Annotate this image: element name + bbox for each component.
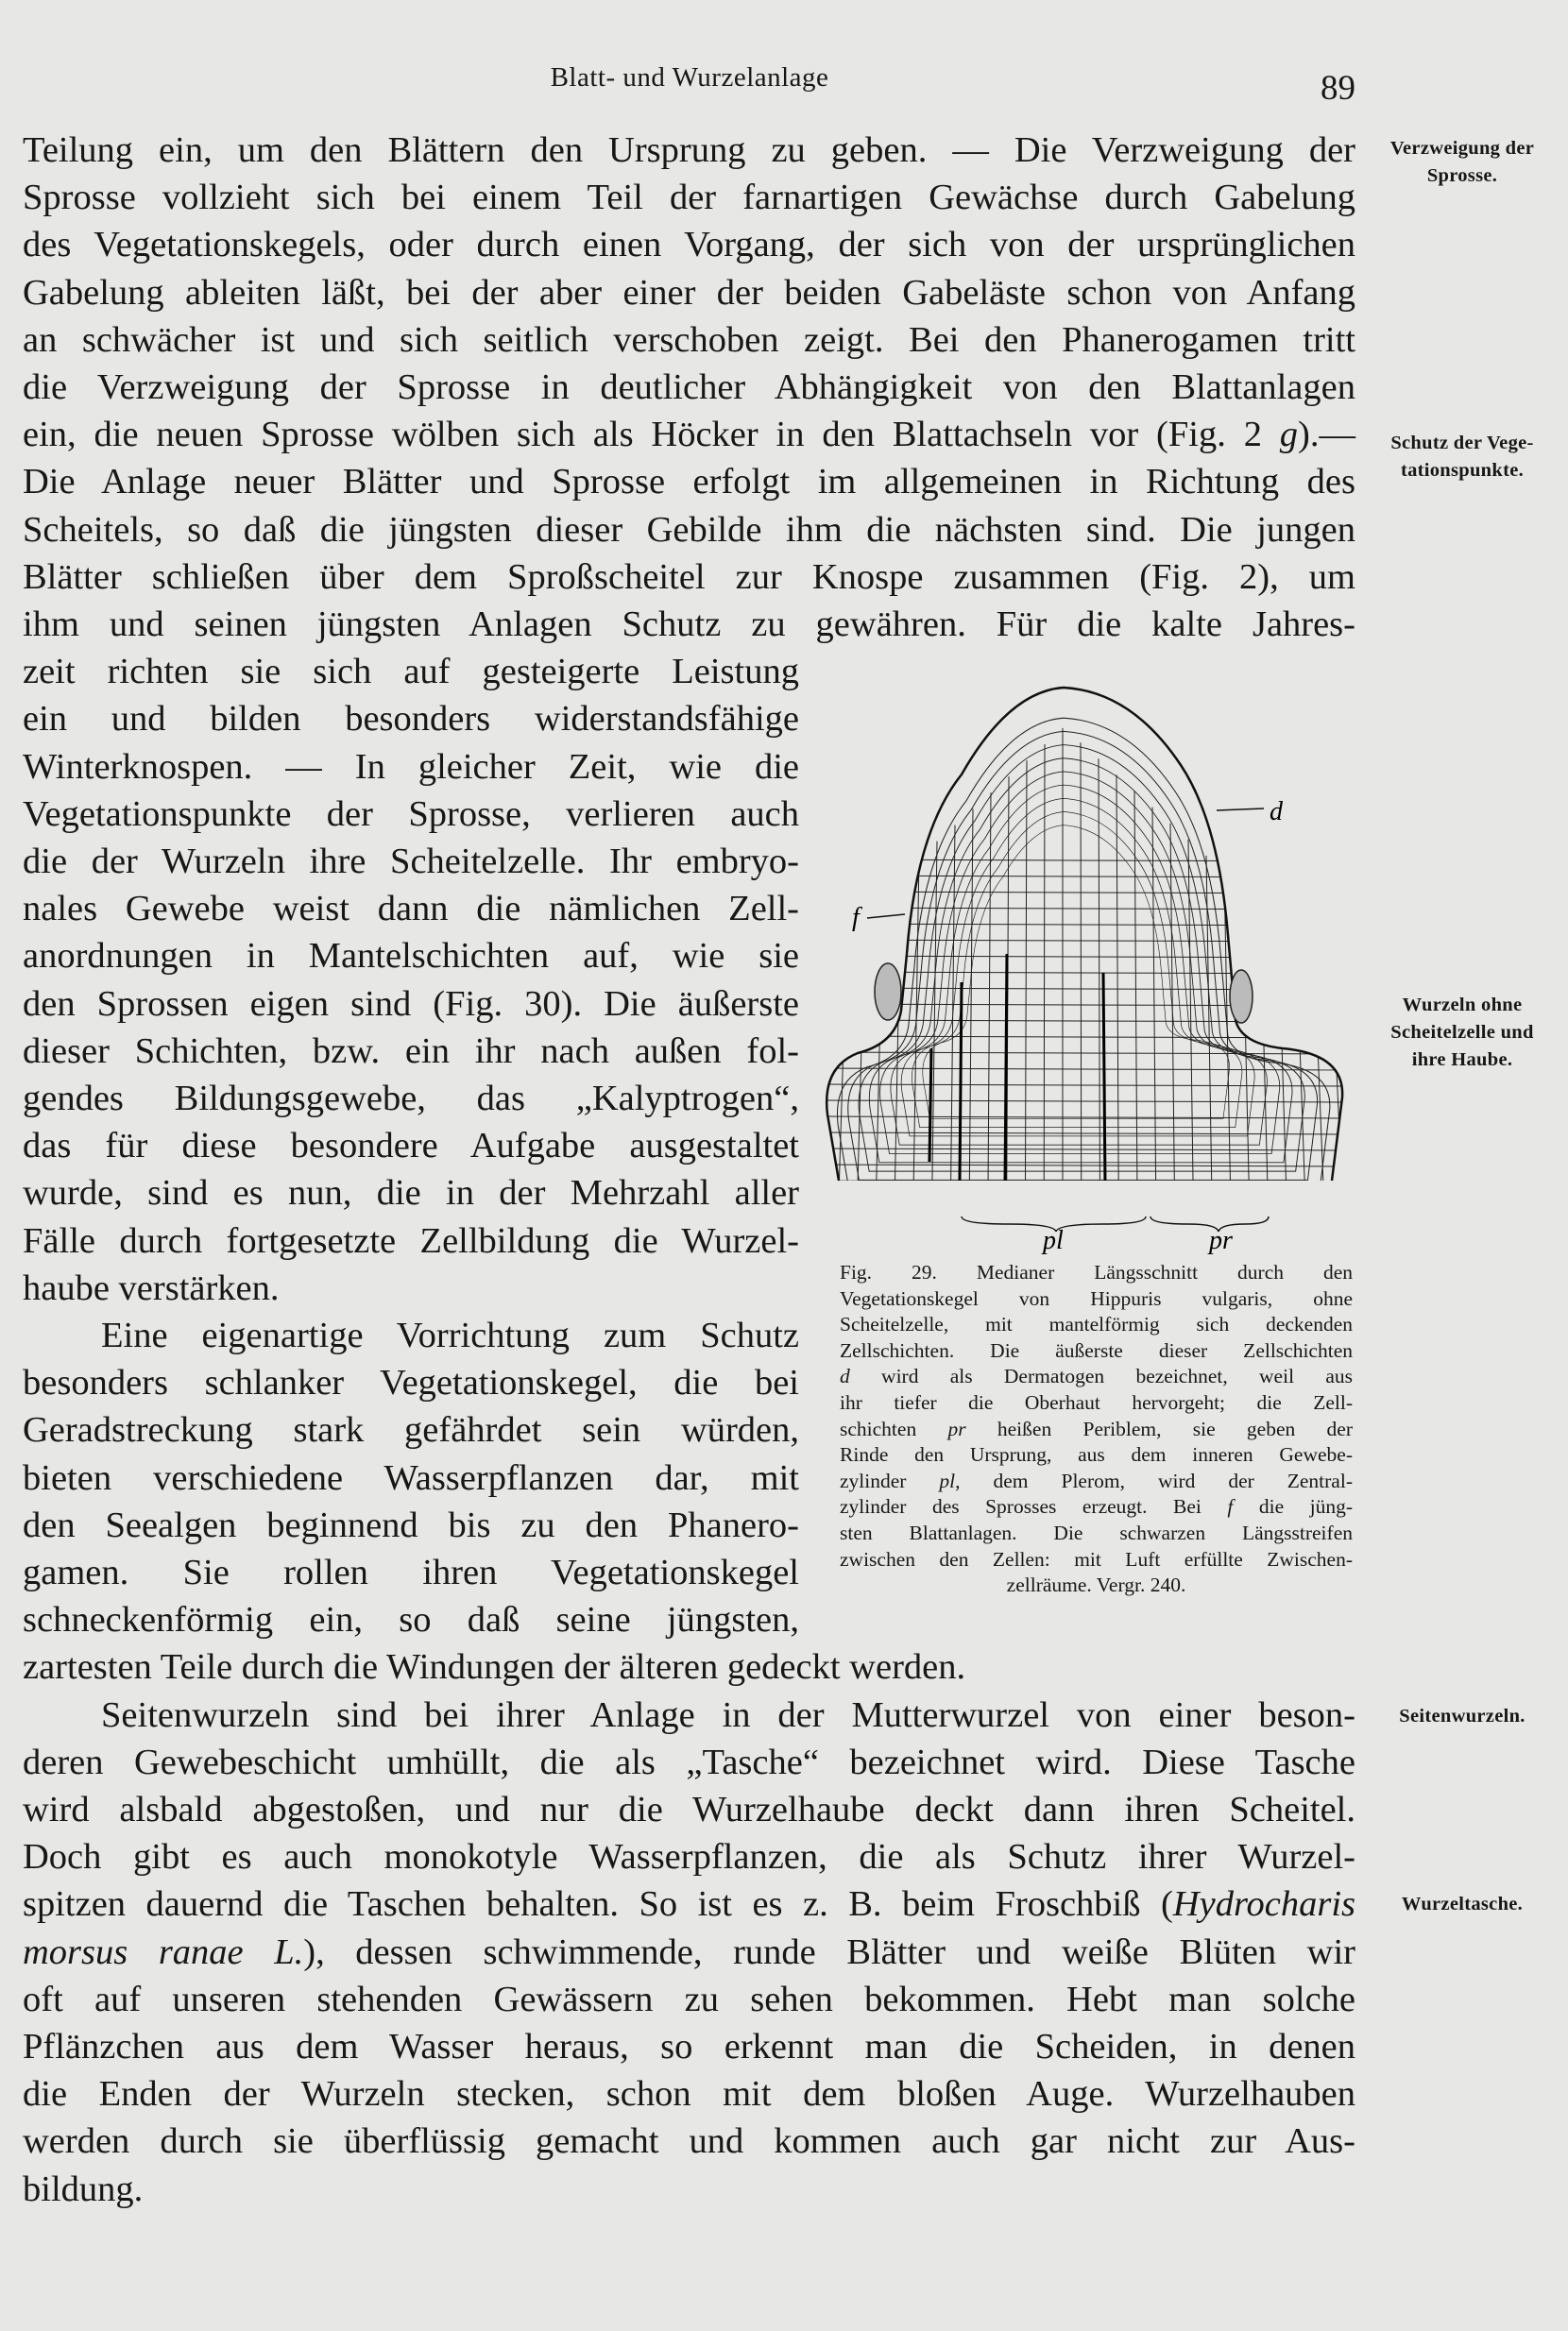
cell-wall (820, 956, 1358, 958)
text-line: dieser Schichten, bzw. ein ihr nach außen fol- (23, 1030, 799, 1071)
text-line: Sprosse vollzieht sich bei einem Teil der farnartigen Gewächse durch Gabelung (23, 178, 1355, 218)
text-line: Teilung ein, um den Blättern den Ursprung zu geben. — Die Verzweigung der (23, 130, 1355, 170)
text-line: Seitenwurzeln sind bei ihrer Anlage in der Mutterwurzel von einer beson- (101, 1694, 1355, 1735)
cell-wall (820, 1116, 1358, 1118)
text-line: wird alsbald abgestoßen, und nur die Wurzelhaube deckt dann ihren Scheitel. (23, 1790, 1355, 1829)
cell-wall (820, 1084, 1358, 1086)
text-line: Geradstreckung stark gefährdet sein würden, (23, 1410, 799, 1451)
text-line: gamen. Sie rollen ihren Vegetationskegel (23, 1553, 799, 1592)
caption-line: Rinde den Ursprung, aus dem inneren Gewebe- (840, 1443, 1353, 1467)
text-line: Doch gibt es auch monokotyle Wasserpflanzen, die als Schutz ihrer Wurzel- (23, 1837, 1355, 1878)
text-line: an schwächer ist und sich seitlich verschoben zeigt. Bei den Phanerogamen tritt (23, 319, 1355, 360)
cell-wall (820, 1181, 1358, 1183)
margin-note-line: tationspunkte. (1400, 460, 1525, 481)
text-line: anordnungen in Mantelschichten auf, wie sie (23, 936, 799, 977)
cell-wall (880, 772, 1280, 1154)
cell-wall (1103, 973, 1105, 1185)
text-line: ihm und seinen jüngsten Anlagen Schutz zu gewähren. Für die kalte Jahres- (23, 604, 1355, 644)
caption-line: Zellschichten. Die äußerste dieser Zellschichten (840, 1338, 1353, 1362)
cell-wall (1242, 888, 1250, 1200)
cell-wall (913, 858, 919, 1200)
cell-wall (820, 1068, 1358, 1070)
text-line: wurde, sind es nun, die in der Mehrzahl aller (23, 1173, 799, 1214)
margin-note-line: Wurzeltasche. (1401, 1894, 1524, 1914)
cell-wall (820, 908, 1358, 910)
cell-wall (1278, 920, 1287, 1200)
caption-line: zylinder des Sprosses erzeugt. Bei f die jüng- (840, 1495, 1353, 1519)
text-line: zartesten Teile durch die Windungen der älteren gedeckt werden. (23, 1647, 966, 1688)
text-line: die Verzweigung der Sprosse in deutlicher Abhängigkeit von den Blattanlagen (23, 367, 1355, 407)
text-line: besonders schlanker Vegetationskegel, die bei (23, 1363, 799, 1404)
text-line: die der Wurzeln ihre Scheitelzelle. Ihr embryo- (23, 842, 799, 881)
page-number: 89 (1321, 69, 1355, 108)
cell-wall (929, 1048, 931, 1162)
margin-note-line: Wurzeln ohne (1402, 995, 1523, 1015)
cell-wall (820, 1148, 1358, 1150)
leader-line-f (867, 914, 905, 918)
text-line: bieten verschiedene Wasserpflanzen dar, mit (23, 1457, 799, 1498)
text-line: des Vegetationskegels, oder durch einen Vorgang, der sich von der ursprünglichen (23, 225, 1355, 265)
text-line: Die Anlage neuer Blätter und Sprosse erfolgt im allgemeinen in Richtung des (23, 462, 1355, 502)
text-line: ein, die neuen Sprosse wölben sich als Höcker in den Blattachseln vor (Fig. 2 g).— (23, 415, 1355, 455)
caption-line: sten Blattanlagen. Die schwarzen Längsstreifen (840, 1522, 1353, 1544)
cell-wall (820, 1165, 1358, 1166)
margin-note (1356, 1891, 1568, 1918)
cell-wall (1134, 791, 1137, 1200)
text-line: Fälle durch fortgesetzte Zellbildung die Wurzel- (23, 1220, 799, 1261)
cell-wall (820, 938, 829, 1200)
cell-wall (988, 792, 991, 1200)
text-line: Winterknospen. — In gleicher Zeit, wie die (23, 746, 799, 787)
cell-wall (820, 1100, 1358, 1102)
cell-wall (820, 1036, 1358, 1038)
text-line: nales Gewebe weist dann die nämlichen Zell- (23, 889, 799, 929)
cell-wall (891, 785, 1268, 1145)
text-line: Gabelung ableiten läßt, bei der aber einer der beiden Gabeläste schon von Anfang (23, 272, 1355, 313)
margin-note (1356, 135, 1568, 190)
caption-line: Fig. 29. Medianer Längsschnitt durch den (840, 1261, 1353, 1284)
caption-line: ihr tiefer die Oberhaut hervorgeht; die Zell- (840, 1391, 1353, 1414)
italic-text: d (840, 1365, 850, 1388)
cell-wall (820, 1132, 1358, 1134)
cell-wall (820, 1197, 1358, 1199)
text-line: den Seealgen beginnend bis zu den Phanero- (23, 1505, 799, 1545)
margin-note (1356, 430, 1568, 485)
caption-line: zwischen den Zellen: mit Luft erfüllte Zwischen- (840, 1547, 1353, 1571)
margin-note-line: Scheitelzelle und (1390, 1022, 1534, 1043)
caption-line: d wird als Dermatogen bezeichnet, weil aus (840, 1365, 1353, 1388)
caption-line: zellräume. Vergr. 240. (1006, 1574, 1186, 1597)
cell-wall (820, 1020, 1358, 1022)
cell-wall (820, 972, 1358, 974)
figure-29-illustration (820, 671, 1358, 1256)
cell-wall (1081, 742, 1082, 1200)
margin-note-line: Schutz der Vege- (1390, 433, 1534, 453)
italic-text: g (1279, 415, 1299, 455)
running-title: Blatt- und Wurzelanlage (550, 62, 829, 93)
margin-note-line: ihre Haube. (1411, 1049, 1513, 1070)
text-line: Blätter schließen über dem Sproßscheitel zur Knospe zusammen (Fig. 2), um (23, 556, 1355, 597)
cell-wall (820, 876, 1358, 877)
cell-wall (820, 924, 1358, 926)
text-line: schneckenförmig ein, so daß seine jüngsten, (23, 1600, 799, 1641)
text-line: Pflänzchen aus dem Wasser heraus, so erkennt man die Scheiden, in denen (23, 2027, 1355, 2067)
italic-text: pr (947, 1417, 966, 1440)
label-d: d (1270, 797, 1283, 826)
cell-wall (1152, 808, 1156, 1200)
text-line: deren Gewebeschicht umhüllt, die als „Tasche“ bezeichnet wird. Diese Tasche (23, 1742, 1355, 1782)
margin-note (1356, 1703, 1568, 1730)
cell-wall (960, 982, 962, 1181)
italic-text: morsus ranae L. (23, 1931, 304, 1972)
italic-text: pl (939, 1469, 956, 1492)
margin-note-line: Verzweigung der (1389, 138, 1535, 159)
cell-wall (1044, 744, 1045, 1200)
cell-wall (1260, 904, 1268, 1200)
margin-note-line: Sprosse. (1426, 165, 1498, 186)
caption-line: Vegetationskegel von Hippuris vulgaris, ohne (840, 1286, 1353, 1310)
italic-text: Hydrocharis (1172, 1884, 1355, 1925)
cell-wall (820, 859, 1358, 861)
cell-wall (1206, 856, 1212, 1200)
text-line: spitzen dauernd die Taschen behalten. So ist es z. B. beim Froschbiß (Hydrocharis (23, 1884, 1355, 1925)
text-line: gendes Bildungsgewebe, das „Kalyptrogen“, (23, 1079, 799, 1118)
label-pr: pr (1209, 1226, 1233, 1255)
text-line: Eine eigenartige Vorrichtung zum Schutz (101, 1316, 799, 1355)
text-line: haube verstärken. (23, 1268, 280, 1308)
young-leaf-left (875, 963, 901, 1020)
margin-note (1356, 992, 1568, 1074)
label-f: f (852, 903, 860, 932)
caption-line: Scheitelzelle, mit mantelförmig sich deckenden (840, 1313, 1353, 1336)
cell-wall (820, 1052, 1358, 1054)
cell-wall (923, 825, 1230, 1119)
cell-wall (1188, 840, 1193, 1200)
caption-line: zylinder pl, dem Plerom, wird der Zentral- (840, 1469, 1353, 1492)
text-line: die Enden der Wurzeln stecken, schon mit dem bloßen Auge. Wurzelhauben (23, 2074, 1355, 2115)
text-line: werden durch sie überflüssig gemacht und kommen auch gar nicht zur Aus- (23, 2121, 1355, 2162)
leader-line-d (1217, 808, 1264, 810)
cell-wall (820, 940, 1358, 942)
text-line: zeit richten sie sich auf gesteigerte Leistung (23, 652, 799, 692)
cell-wall (820, 892, 1358, 893)
young-leaf-right (1230, 970, 1253, 1023)
cell-wall (1005, 954, 1007, 1185)
margin-note-line: Seitenwurzeln. (1399, 1706, 1525, 1727)
label-pl: pl (1043, 1226, 1064, 1255)
text-line: ein und bilden besonders widerstandsfähige (23, 699, 799, 740)
text-line: morsus ranae L.), dessen schwimmende, runde Blätter und weiße Blüten wir (23, 1931, 1355, 1972)
text-line: Vegetationspunkte der Sprosse, verlieren auch (23, 793, 799, 834)
caption-line: schichten pr heißen Periblem, sie geben der (840, 1417, 1353, 1440)
text-line: oft auf unseren stehenden Gewässern zu sehen bekommen. Hebt man solche (23, 1979, 1355, 2019)
cell-wall (1170, 824, 1175, 1200)
text-line: bildung. (23, 2169, 144, 2209)
text-line: Scheitels, so daß die jüngsten dieser Gebilde ihm die nächsten sind. Die jungen (23, 509, 1355, 550)
text-line: das für diese besondere Aufgabe ausgestaltet (23, 1126, 799, 1166)
text-line: den Sprossen eigen sind (Fig. 30). Die äußerste (23, 983, 799, 1024)
italic-text: f (1227, 1495, 1234, 1519)
